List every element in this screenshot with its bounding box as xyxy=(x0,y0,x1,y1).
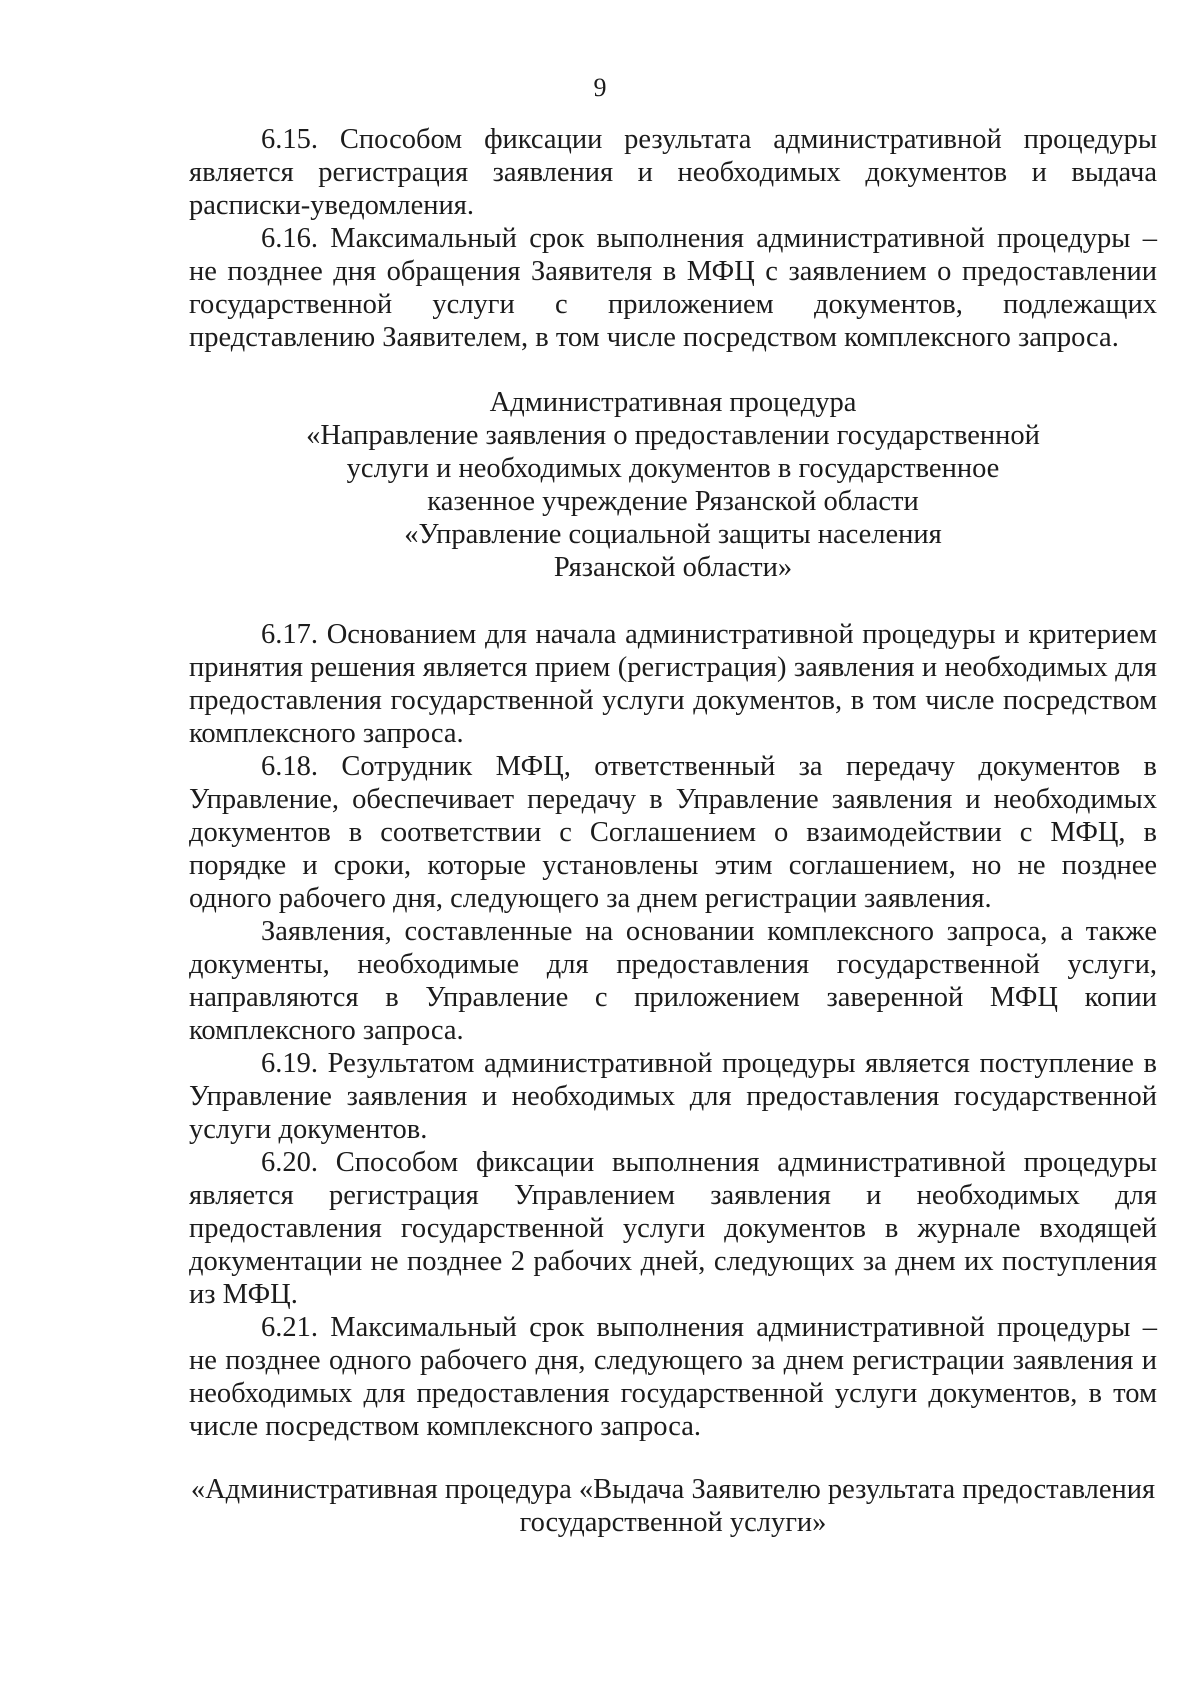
paragraph-6-20: 6.20. Способом фиксации выполнения административной процедуры является регистрация Управлением заявления и необходимых для предоставления государственной услуги документов в журнале входящей документации не позднее 2 рабочих дней, следующих за днем их поступления из МФЦ. xyxy=(189,1147,1157,1310)
paragraph-6-16: 6.16. Максимальный срок выполнения административной процедуры – не позднее дня обращения Заявителя в МФЦ с заявлением о предоставлении государственной услуги с приложением документов, подлежащих представлению Заявителем, в том числе посредством комплексного запроса. xyxy=(189,223,1157,353)
paragraph-6-21: 6.21. Максимальный срок выполнения административной процедуры – не позднее одного рабочего дня, следующего за днем регистрации заявления и необходимых для предоставления государственной услуги документов, в том числе посредством комплексного запроса. xyxy=(189,1312,1157,1442)
heading-line: «Административная процедура «Выдача Заявителю результата предоставления xyxy=(190,1474,1156,1505)
heading-line: государственной услуги» xyxy=(519,1507,827,1538)
heading-line: «Направление заявления о предоставлении государственной xyxy=(306,420,1040,451)
document-body xyxy=(189,123,1157,1539)
paragraph-6-19: 6.19. Результатом административной процедуры является поступление в Управление заявления и необходимых для предоставления государственной услуги документов. xyxy=(189,1048,1157,1145)
heading-line: казенное учреждение Рязанской области xyxy=(427,486,919,517)
heading-line: Рязанской области» xyxy=(553,552,793,583)
section-heading-send-application xyxy=(189,386,1157,584)
heading-line: услуги и необходимых документов в государственное xyxy=(346,453,1000,484)
section-heading-issue-result xyxy=(189,1473,1157,1539)
heading-line: Административная процедура xyxy=(489,387,857,418)
heading-line: «Управление социальной защиты населения xyxy=(404,519,942,550)
paragraph-6-15: 6.15. Способом фиксации результата административной процедуры является регистрация заявления и необходимых документов и выдача расписки-уведомления. xyxy=(189,124,1157,221)
paragraph-complex-request: Заявления, составленные на основании комплексного запроса, а также документы, необходимые для предоставления государственной услуги, направляются в Управление с приложением заверенной МФЦ копии комплексного запроса. xyxy=(189,916,1157,1046)
paragraph-6-17: 6.17. Основанием для начала административной процедуры и критерием принятия решения является прием (регистрация) заявления и необходимых для предоставления государственной услуги документов, в том числе посредством комплексного запроса. xyxy=(189,619,1157,749)
page-number: 9 xyxy=(593,73,607,102)
paragraph-6-18: 6.18. Сотрудник МФЦ, ответственный за передачу документов в Управление, обеспечивает передачу в Управление заявления и необходимых документов в соответствии с Соглашением о взаимодействии с МФЦ, в порядке и сроки, которые установлены этим соглашением, но не позднее одного рабочего дня, следующего за днем регистрации заявления. xyxy=(189,751,1157,914)
